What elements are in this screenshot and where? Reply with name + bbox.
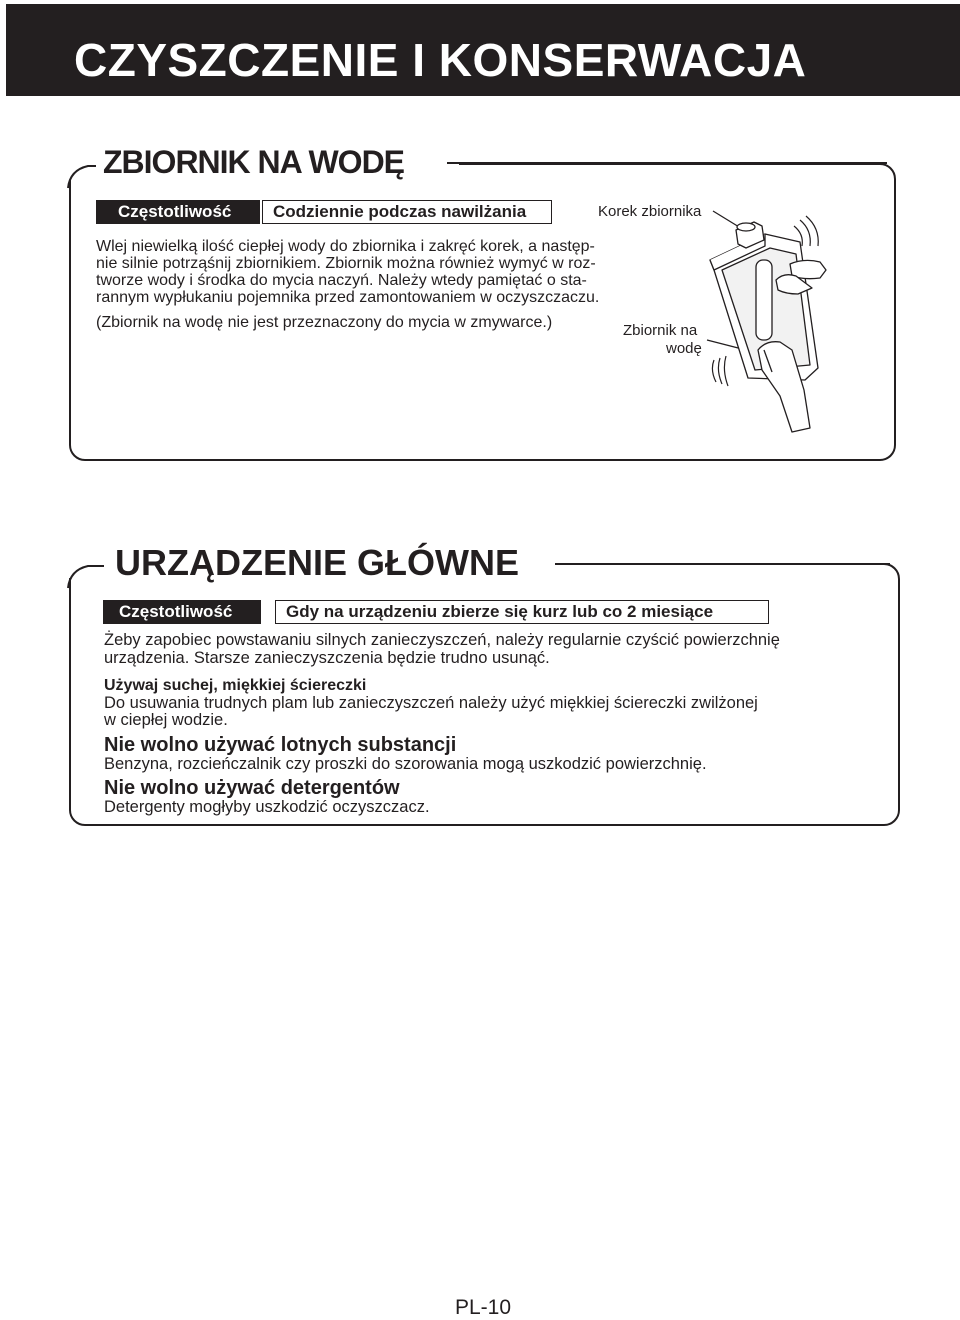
tank-frame-corner — [66, 160, 98, 190]
main-frame-corner — [66, 560, 106, 590]
detergents-heading: Nie wolno używać detergentów — [104, 777, 400, 799]
main-intro-line-2: urządzenia. Starsze zanieczyszczenia będzie trudno usunąć. — [104, 649, 550, 667]
main-frequency-value: Gdy na urządzeniu zbierze się kurz lub co 2 miesiące — [275, 600, 769, 624]
tank-frequency-row — [96, 200, 552, 224]
tank-section-title: ZBIORNIK NA WODĘ — [103, 144, 410, 180]
main-section-title: URZĄDZENIE GŁÓWNE — [115, 542, 525, 584]
tank-frequency-label: Częstotliwość — [96, 200, 260, 224]
volatile-heading: Nie wolno używać lotnych substancji — [104, 734, 457, 756]
page-title: CZYSZCZENIE I KONSERWACJA — [74, 34, 807, 86]
tank-instruction-line-3: tworze wody i środka do mycia naczyń. Należy wtedy pamiętać o sta- — [96, 272, 587, 289]
header-bar — [6, 4, 960, 96]
tank-dishwasher-note: (Zbiornik na wodę nie jest przeznaczony do mycia w zmywarce.) — [96, 314, 553, 331]
tank-frequency-value: Codziennie podczas nawilżania — [262, 200, 552, 224]
tank-shaking-illustration — [700, 200, 830, 440]
tank-cap-callout: Korek zbiornika — [598, 203, 702, 220]
main-title-rule — [555, 563, 890, 565]
main-frequency-label: Częstotliwość — [103, 600, 261, 624]
main-frequency-row — [103, 600, 769, 624]
main-intro-line-1: Żeby zapobiec powstawaniu silnych zanieczyszczeń, należy regularnie czyścić powierzchnię — [104, 631, 780, 649]
tank-instruction-line-2: nie silnie potrząśnij zbiornikiem. Zbiornik można również wymyć w roz- — [96, 255, 596, 272]
tank-instruction-line-1: Wlej niewielką ilość ciepłej wody do zbiornika i zakręć korek, a następ- — [96, 238, 595, 255]
dry-cloth-line-2: w ciepłej wodzie. — [104, 711, 228, 729]
tank-instruction-line-4: rannym wypłukaniu pojemnika przed zamontowaniem w oczyszczaczu. — [96, 289, 600, 306]
dry-cloth-heading: Używaj suchej, miękkiej ściereczki — [104, 677, 367, 694]
tank-title-rule — [447, 162, 887, 164]
volatile-text: Benzyna, rozcieńczalnik czy proszki do szorowania mogą uszkodzić powierzchnię. — [104, 755, 707, 773]
dry-cloth-line-1: Do usuwania trudnych plam lub zanieczyszczeń należy użyć miękkiej ściereczki zwilżonej — [104, 694, 758, 712]
tank-callout-line-1: Zbiornik na — [623, 322, 698, 339]
detergents-text: Detergenty mogłyby uszkodzić oczyszczacz. — [104, 798, 430, 816]
tank-callout-line-2: wodę — [666, 340, 702, 357]
page-number: PL-10 — [454, 1296, 512, 1319]
